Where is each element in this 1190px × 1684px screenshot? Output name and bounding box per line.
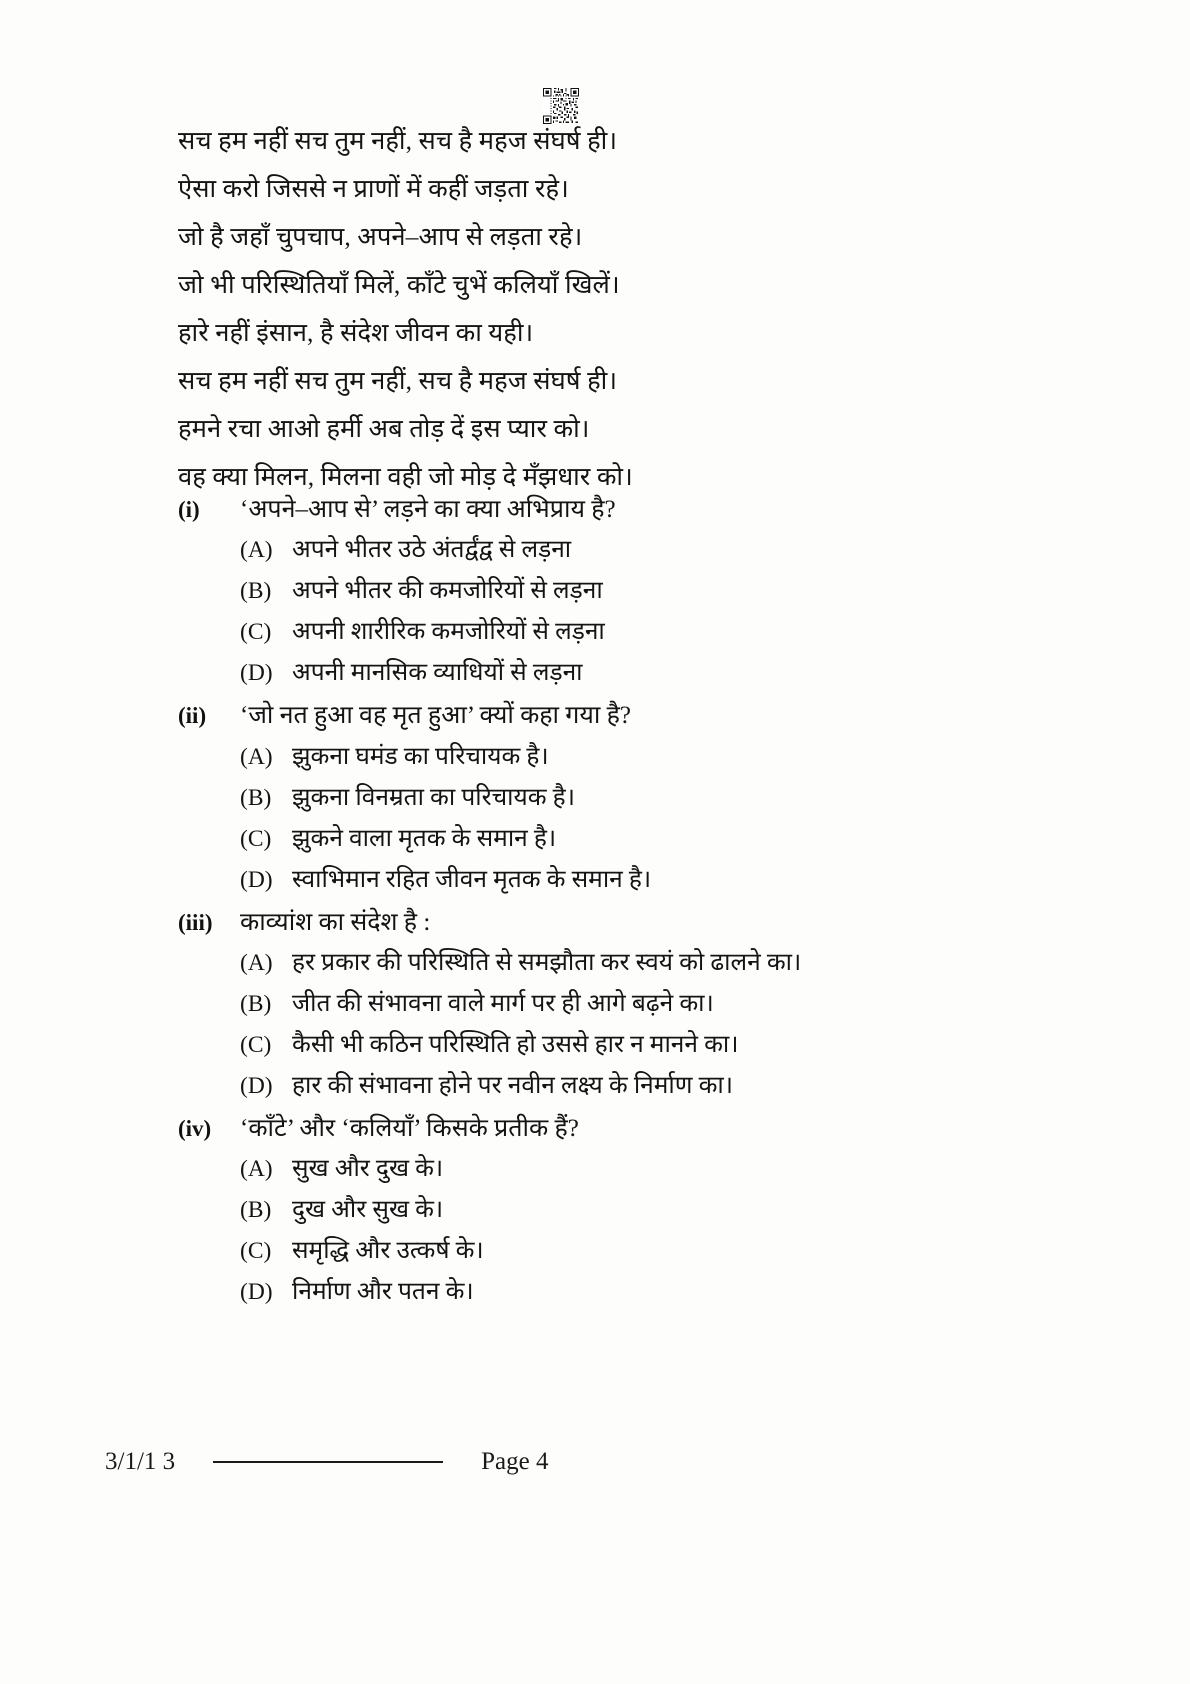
option-label: (C) — [240, 619, 272, 646]
page-footer — [105, 1448, 665, 1476]
question-heading — [178, 497, 1078, 523]
poem-line: सच हम नहीं सच तुम नहीं, सच है महज संघर्ष ही। — [178, 126, 618, 155]
question-item — [178, 497, 1078, 687]
option-item[interactable] — [178, 867, 1078, 894]
footer-divider — [213, 1461, 443, 1463]
question-item — [178, 703, 1078, 893]
option-text: हर प्रकार की परिस्थिति से समझौता कर स्वयं को ढालने का। — [292, 948, 802, 976]
question-number: (iv) — [178, 1115, 212, 1141]
option-text: अपने भीतर उठे अंतर्द्वंद्व से लड़ना — [292, 536, 572, 564]
poem-line: हमने रचा आओ हर्मी अब तोड़ दें इस प्यार को। — [178, 414, 590, 443]
question-list — [178, 497, 1078, 1322]
option-label: (A) — [240, 537, 273, 564]
option-text: झुकना घमंड का परिचायक है। — [292, 742, 549, 770]
poem-line: हारे नहीं इंसान, है संदेश जीवन का यही। — [178, 318, 534, 347]
option-label: (B) — [240, 1197, 272, 1223]
question-heading — [178, 703, 1078, 729]
option-item[interactable] — [178, 826, 1078, 853]
option-label: (D) — [240, 1072, 273, 1099]
question-item — [178, 910, 1078, 1100]
poem-line: ऐसा करो जिससे न प्राणों में कहीं जड़ता रहे। — [178, 174, 569, 203]
poem-line: जो है जहाँ चुपचाप, अपने–आप से लड़ता रहे। — [178, 222, 583, 251]
option-list — [178, 744, 1078, 894]
option-label: (B) — [240, 784, 272, 811]
option-item[interactable] — [178, 991, 1078, 1018]
option-item[interactable] — [178, 660, 1078, 687]
option-item[interactable] — [178, 619, 1078, 646]
option-text: निर्माण और पतन के। — [292, 1278, 474, 1305]
option-item[interactable] — [178, 537, 1078, 564]
option-text: स्वाभिमान रहित जीवन मृतक के समान है। — [292, 865, 652, 893]
option-text: झुकने वाला मृतक के समान है। — [292, 824, 557, 852]
option-item[interactable] — [178, 578, 1078, 605]
option-item[interactable] — [178, 785, 1078, 812]
option-label: (B) — [240, 990, 272, 1017]
option-text: समृद्धि और उत्कर्ष के। — [292, 1237, 484, 1264]
option-label: (A) — [240, 1156, 273, 1182]
option-list — [178, 1156, 1078, 1306]
option-item[interactable] — [178, 1279, 1078, 1306]
question-heading — [178, 910, 1078, 936]
option-item[interactable] — [178, 950, 1078, 977]
option-label: (A) — [240, 743, 273, 770]
option-text: अपने भीतर की कमजोरियों से लड़ना — [292, 577, 603, 605]
option-label: (B) — [240, 578, 272, 605]
poem-line: जो भी परिस्थितियाँ मिलें, काँटे चुभें कलियाँ खिलें। — [178, 270, 620, 299]
option-item[interactable] — [178, 1032, 1078, 1059]
qr-code-icon — [543, 88, 579, 124]
option-item[interactable] — [178, 1238, 1078, 1265]
paper-code: 3/1/1 3 — [105, 1448, 176, 1475]
question-text: ‘अपने–आप से’ लड़ने का क्या अभिप्राय है? — [240, 496, 616, 523]
option-label: (C) — [240, 1238, 272, 1264]
option-text: झुकना विनम्रता का परिचायक है। — [292, 783, 575, 811]
option-list — [178, 537, 1078, 687]
option-label: (C) — [240, 825, 272, 852]
option-text: दुख और सुख के। — [292, 1196, 444, 1223]
question-item — [178, 1116, 1078, 1306]
option-text: सुख और दुख के। — [292, 1155, 444, 1182]
poem-line: वह क्या मिलन, मिलना वही जो मोड़ दे मँझधार को। — [178, 462, 633, 491]
option-label: (C) — [240, 1031, 272, 1058]
question-number: (i) — [178, 497, 200, 522]
option-label: (D) — [240, 866, 273, 893]
option-item[interactable] — [178, 1156, 1078, 1183]
option-text: हार की संभावना होने पर नवीन लक्ष्य के निर्माण का। — [292, 1071, 734, 1099]
question-text: ‘जो नत हुआ वह मृत हुआ’ क्यों कहा गया है? — [240, 702, 631, 730]
question-number: (iii) — [178, 909, 213, 935]
poem-line: सच हम नहीं सच तुम नहीं, सच है महज संघर्ष ही। — [178, 366, 618, 395]
question-text: काव्यांश का संदेश है : — [240, 908, 431, 936]
page-number: Page 4 — [481, 1448, 549, 1475]
option-text: जीत की संभावना वाले मार्ग पर ही आगे बढ़ने का। — [292, 989, 714, 1017]
option-text: कैसी भी कठिन परिस्थिति हो उससे हार न मानने का। — [292, 1030, 739, 1058]
question-heading — [178, 1116, 1078, 1142]
option-item[interactable] — [178, 1197, 1078, 1224]
option-label: (A) — [240, 949, 273, 976]
option-label: (D) — [240, 660, 273, 687]
option-label: (D) — [240, 1279, 273, 1305]
poem-passage — [178, 128, 1038, 512]
option-text: अपनी शारीरिक कमजोरियों से लड़ना — [292, 618, 605, 646]
option-text: अपनी मानसिक व्याधियों से लड़ना — [292, 659, 583, 687]
question-number: (ii) — [178, 703, 207, 729]
option-item[interactable] — [178, 744, 1078, 771]
option-item[interactable] — [178, 1073, 1078, 1100]
option-list — [178, 950, 1078, 1100]
question-text: ‘काँटे’ और ‘कलियाँ’ किसके प्रतीक हैं? — [240, 1114, 579, 1142]
